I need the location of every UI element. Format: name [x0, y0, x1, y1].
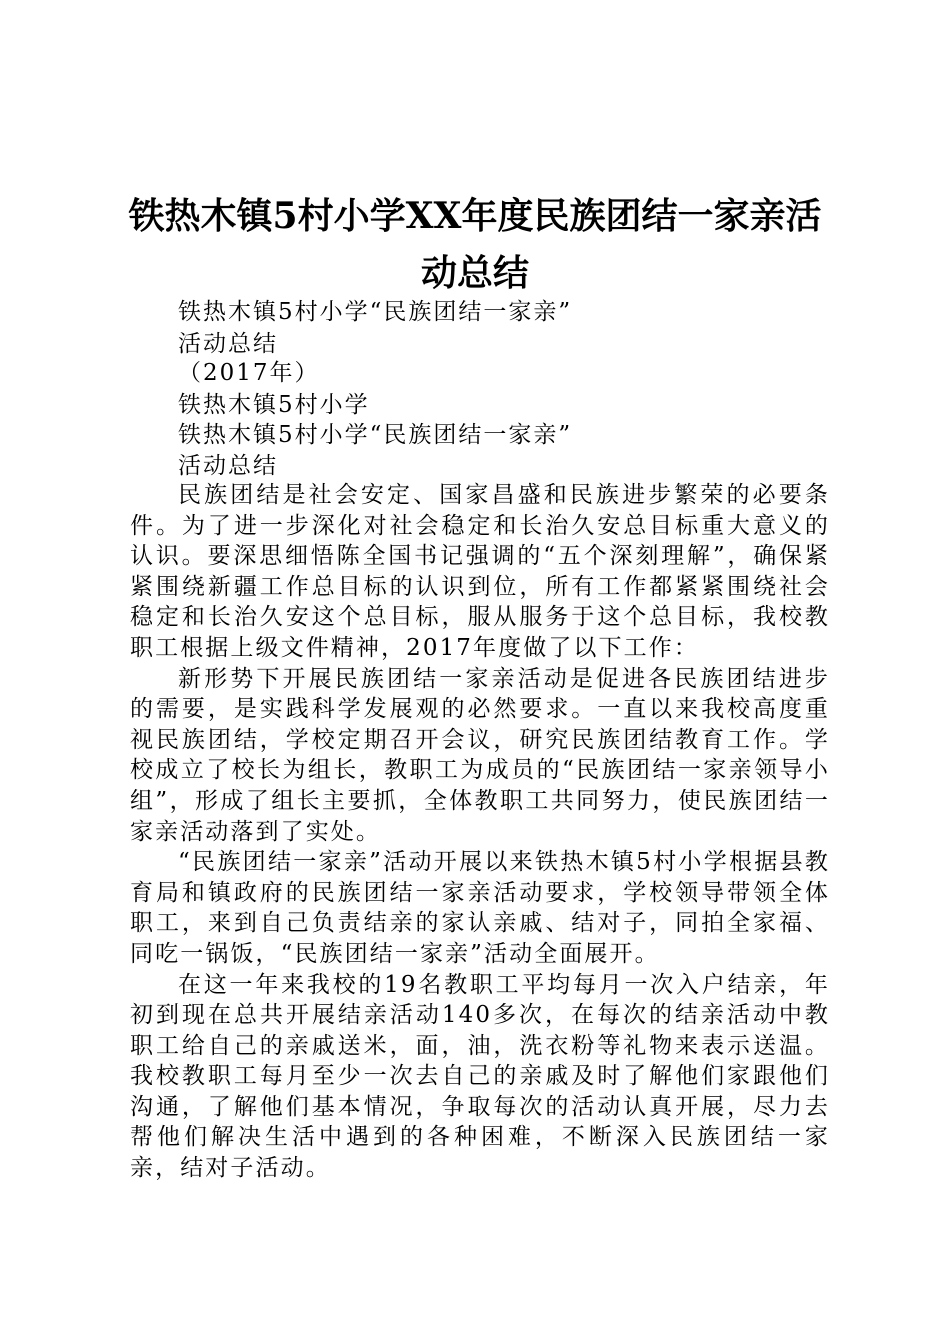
- meta-line-summary-repeat: 活动总结: [178, 453, 278, 479]
- document-title-line-1: 铁热木镇5村小学XX年度民族团结一家亲活: [128, 195, 822, 237]
- meta-line-subtitle: 铁热木镇5村小学“民族团结一家亲”: [178, 299, 573, 325]
- meta-line-year: （2017年）: [178, 360, 320, 386]
- body-paragraph: “民族团结一家亲”活动开展以来铁热木镇5村小学根据县教育局和镇政府的民族团结一家亲活动要求，学校领导带领全体职工，来到自己负责结亲的家认亲戚、结对子，同拍全家福、同吃一锅饭，“民族团结一家亲”活动全面展开。: [130, 849, 830, 967]
- document-body: [130, 480, 830, 1184]
- body-paragraph: 在这一年来我校的19名教职工平均每月一次入户结亲，年初到现在总共开展结亲活动140多次，在每次的结亲活动中教职工给自己的亲戚送米，面，油，洗衣粉等礼物来表示送温。我校教职工每月至少一次去自己的亲戚及时了解他们家跟他们沟通，了解他们基本情况，争取每次的活动认真开展，尽力去帮他们解决生活中遇到的各种困难，不断深入民族团结一家亲，结对子活动。: [130, 971, 830, 1182]
- body-paragraph: 新形势下开展民族团结一家亲活动是促进各民族团结进步的需要，是实践科学发展观的必然要求。一直以来我校高度重视民族团结，学校定期召开会议，研究民族团结教育工作。学校成立了校长为组长，教职工为成员的“民族团结一家亲领导小组”，形成了组长主要抓，全体教职工共同努力，使民族团结一家亲活动落到了实处。: [130, 665, 830, 845]
- meta-line-school: 铁热木镇5村小学: [178, 392, 370, 418]
- body-paragraph: 民族团结是社会安定、国家昌盛和民族进步繁荣的必要条件。为了进一步深化对社会稳定和长治久安总目标重大意义的认识。要深思细悟陈全国书记强调的“五个深刻理解”，确保紧紧围绕新疆工作总目标的认识到位，所有工作都紧紧围绕社会稳定和长治久安这个总目标，服从服务于这个总目标，我校教职工根据上级文件精神，2017年度做了以下工作：: [130, 482, 830, 661]
- meta-line-summary: 活动总结: [178, 331, 278, 357]
- document-title-line-2: 动总结: [420, 252, 529, 294]
- meta-line-subtitle-repeat: 铁热木镇5村小学“民族团结一家亲”: [178, 422, 573, 448]
